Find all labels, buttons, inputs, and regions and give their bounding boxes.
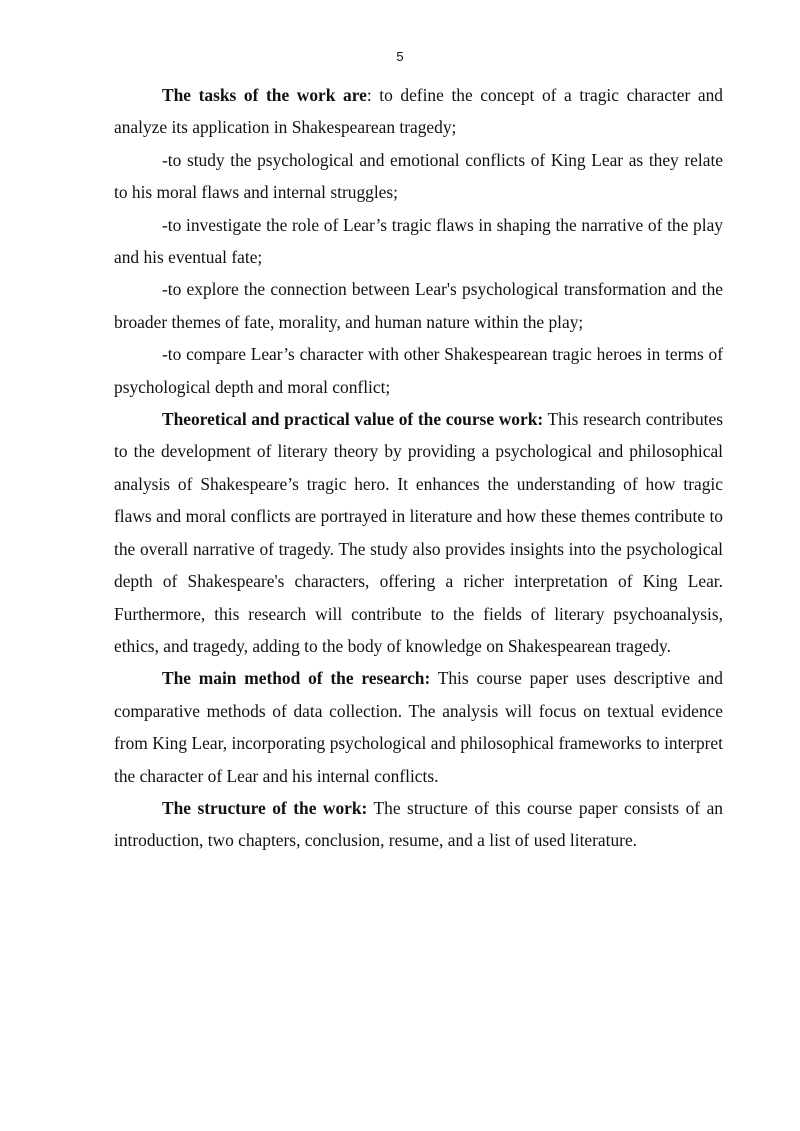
paragraph-heading-method: The main method of the research:	[162, 668, 431, 689]
paragraph-task-4	[114, 273, 723, 338]
document-body	[114, 79, 723, 857]
paragraph-task-3	[114, 209, 723, 274]
paragraph-text-method: This course paper uses descriptive and comparative methods of data collection. The analysis will focus on textual evidence from King Lear, incorporating psychological and philosophical frameworks to interpret the character of Lear and his internal conflicts.	[114, 668, 723, 786]
paragraph-text-task-4: -to explore the connection between Lear's psychological transformation and the broader themes of fate, morality, and human nature within the play;	[114, 279, 723, 332]
paragraph-tasks	[114, 79, 723, 144]
paragraph-text-structure: The structure of this course paper consists of an introduction, two chapters, conclusion, resume, and a list of used literature.	[114, 797, 723, 851]
paragraph-text-value: This research contributes to the development of literary theory by providing a psychological and philosophical analysis of Shakespeare’s tragic hero. It enhances the understanding of how tragic flaws and moral conflicts are portrayed in literature and how these themes contribute to the overall narrative of tragedy. The study also provides insights into the psychological depth of Shakespeare's characters, offering a richer interpretation of King Lear. Furthermore, this research will contribute to the fields of literary psychoanalysis, ethics, and tragedy, adding to the body of knowledge on Shakespearean tragedy.	[114, 409, 723, 656]
paragraph-heading-tasks: The tasks of the work are	[162, 85, 367, 105]
paragraph-task-2	[114, 144, 723, 209]
paragraph-task-5	[114, 338, 723, 403]
paragraph-value	[114, 403, 723, 662]
paragraph-heading-structure: The structure of the work:	[162, 797, 368, 818]
paragraph-heading-value: Theoretical and practical value of the course work:	[162, 409, 544, 430]
paragraph-text-task-3: -to investigate the role of Lear’s tragic flaws in shaping the narrative of the play and his eventual fate;	[114, 214, 723, 268]
paragraph-structure	[114, 792, 723, 857]
paragraph-text-tasks: : to define the concept of a tragic character and analyze its application in Shakespearean tragedy;	[114, 85, 723, 138]
paragraph-method	[114, 662, 723, 792]
paragraph-text-task-5: -to compare Lear’s character with other Shakespearean tragic heroes in terms of psychological depth and moral conflict;	[114, 344, 723, 397]
paragraph-text-task-2: -to study the psychological and emotional conflicts of King Lear as they relate to his moral flaws and internal struggles;	[114, 149, 723, 203]
page-number: 5	[396, 49, 404, 64]
